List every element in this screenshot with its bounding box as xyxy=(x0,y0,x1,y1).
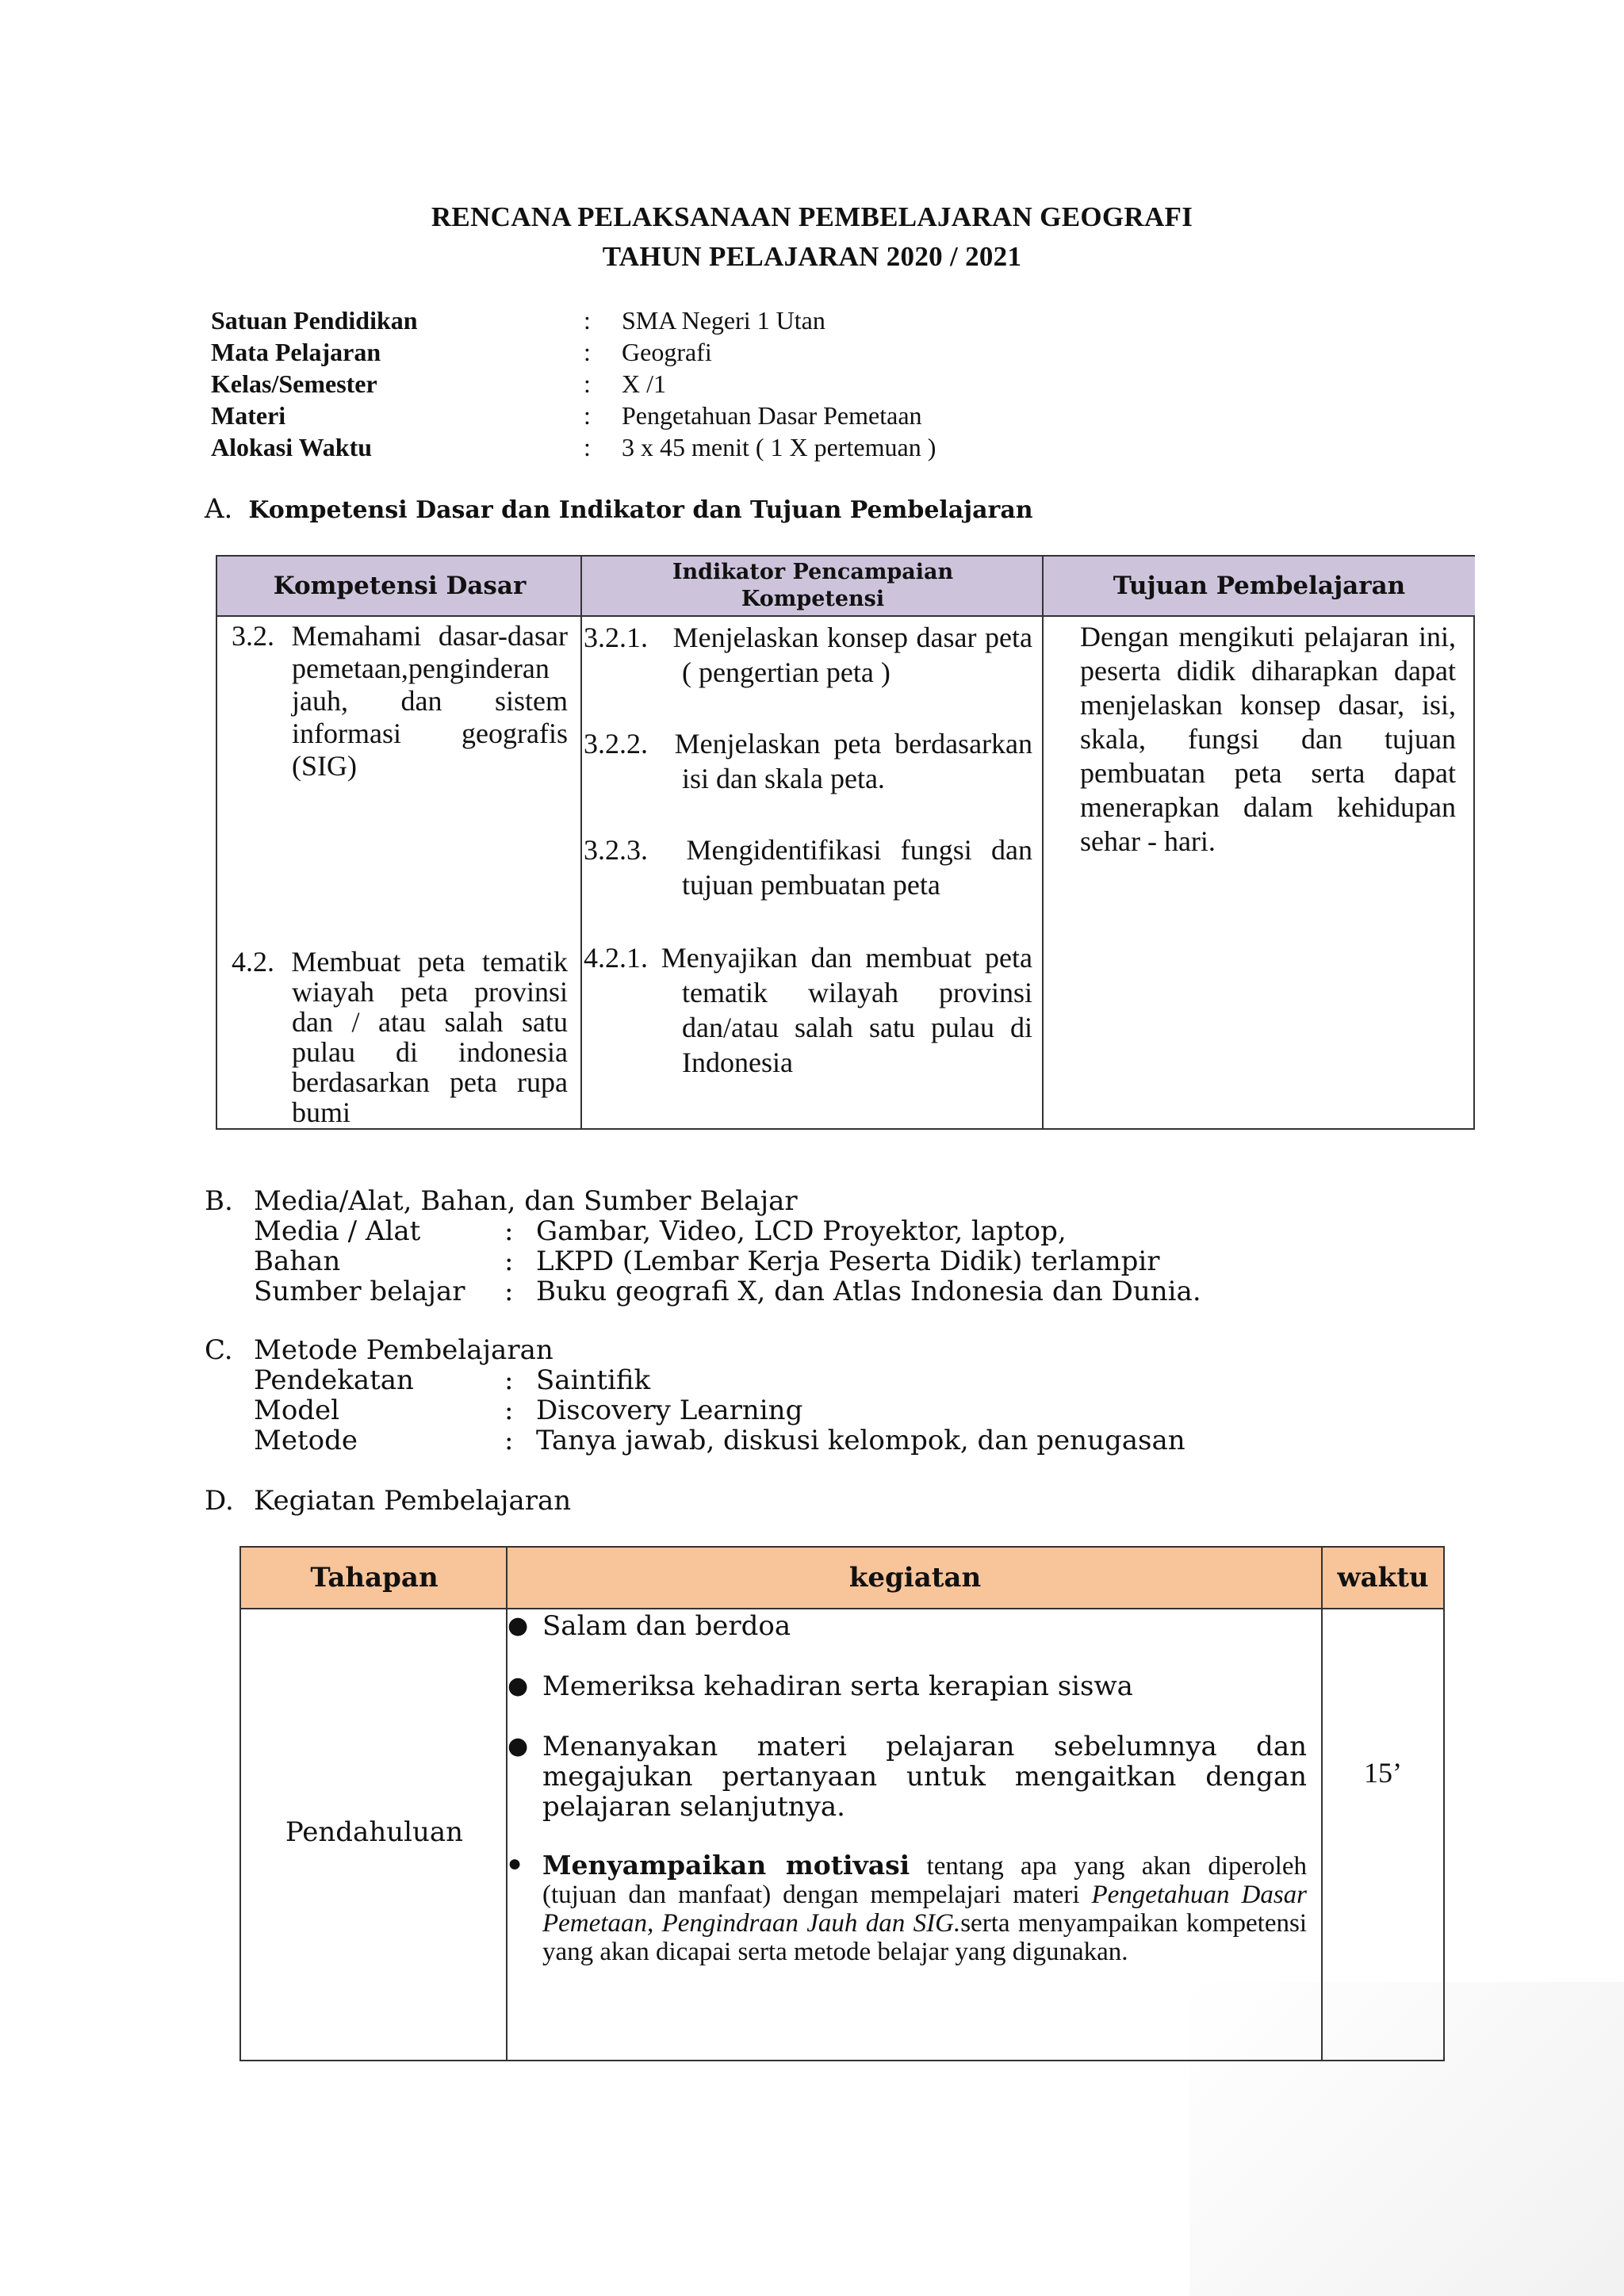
meta-value: Pengetahuan Dasar Pemetaan xyxy=(622,401,922,430)
header-indikator: Indikator Pencampaian Kompetensi xyxy=(582,557,1044,617)
section-title: Kegiatan Pembelajaran xyxy=(254,1485,572,1517)
row-colon: : xyxy=(504,1276,514,1307)
header-tujuan: Tujuan Pembelajaran xyxy=(1044,557,1475,617)
row-colon: : xyxy=(504,1246,514,1277)
row-colon: : xyxy=(504,1215,514,1247)
row-value: Saintifik xyxy=(536,1364,651,1396)
activity-item xyxy=(508,1850,1308,1969)
activity-italic: Pengetahuan Dasar Pemetaan, Pengindraan Jauh dan SIG. xyxy=(542,1881,1307,1938)
meta-colon: : xyxy=(584,338,591,366)
row-label: Bahan xyxy=(254,1246,341,1277)
meta-label: Kelas/Semester xyxy=(211,369,377,398)
row-value: Tanya jawab, diskusi kelompok, dan penugasan xyxy=(536,1425,1185,1456)
activity-table xyxy=(239,1546,1445,2061)
meta-value: Geografi xyxy=(622,338,712,366)
activity-text-part: tentang apa yang akan diperoleh (tujuan dan manfaat) dengan mempelajari materi xyxy=(542,1852,1307,1909)
meta-value: X /1 xyxy=(622,369,666,398)
section-a-heading xyxy=(205,493,1033,525)
meta-label: Satuan Pendidikan xyxy=(211,306,418,335)
indikator-number: 3.2.2. xyxy=(584,728,648,760)
activity-text: Memeriksa kehadiran serta kerapian siswa xyxy=(542,1670,1133,1702)
activity-text-part: serta menyampaikan kompetensi yang akan dicapai serta metode belajar yang digunakan. xyxy=(542,1909,1307,1966)
section-letter: C. xyxy=(205,1334,233,1366)
section-letter: B. xyxy=(205,1185,233,1217)
row-colon: : xyxy=(504,1364,514,1396)
row-label: Sumber belajar xyxy=(254,1276,465,1307)
section-letter: A. xyxy=(205,493,233,525)
activity-text: Salam dan berdoa xyxy=(542,1610,791,1642)
competency-table xyxy=(216,555,1475,1130)
tujuan-text: Dengan mengikuti pelajaran ini, peserta didik diharapkan dapat menjelaskan konsep dasar, isi, skala, fungsi dan tujuan pembuatan peta serta dapat menerapkan dalam kehidupan sehar - hari. xyxy=(1080,621,1456,857)
header-tahapan: Tahapan xyxy=(241,1548,508,1609)
row-value: Buku geografi X, dan Atlas Indonesia dan Dunia. xyxy=(536,1276,1201,1307)
waktu-cell: 15’ xyxy=(1364,1757,1402,1789)
section-title: Metode Pembelajaran xyxy=(254,1334,553,1366)
row-label: Metode xyxy=(254,1425,358,1456)
bullet-icon: ● xyxy=(508,1850,523,1877)
meta-value: 3 x 45 menit ( 1 X pertemuan ) xyxy=(622,433,936,461)
row-value: Gambar, Video, LCD Proyektor, laptop, xyxy=(536,1215,1067,1247)
column-divider xyxy=(1321,1548,1323,2060)
indikator-item xyxy=(584,832,1032,902)
activity-item xyxy=(508,1671,1308,1703)
indikator-number: 3.2.1. xyxy=(584,622,648,653)
kd-text: Membuat peta tematik wiayah peta provinsi dan / atau salah satu pulau di indonesia berdasarkan peta rupa bumi xyxy=(291,946,568,1128)
section-letter: D. xyxy=(205,1485,234,1517)
indikator-text: Mengidentifikasi fungsi dan tujuan pembuatan peta xyxy=(682,834,1032,901)
header-kegiatan: kegiatan xyxy=(508,1548,1323,1609)
activity-text: Menanyakan materi pelajaran sebelumnya dan megajukan pertanyaan untuk mengaitkan dengan pelajaran selanjutnya. xyxy=(542,1731,1307,1823)
column-divider xyxy=(580,557,582,1128)
kd-item xyxy=(232,620,568,783)
bullet-icon: ● xyxy=(508,1612,529,1640)
meta-label: Mata Pelajaran xyxy=(211,338,381,366)
row-label: Pendekatan xyxy=(254,1364,414,1396)
meta-colon: : xyxy=(584,369,591,398)
activity-emphasis: Menyampaikan motivasi xyxy=(542,1850,910,1881)
indikator-text: Menjelaskan peta berdasarkan isi dan skala peta. xyxy=(674,728,1033,794)
document-subtitle: TAHUN PELAJARAN 2020 / 2021 xyxy=(602,241,1022,272)
meta-colon: : xyxy=(584,306,591,335)
indikator-text: Menyajikan dan membuat peta tematik wilayah provinsi dan/atau salah satu pulau di Indonesia xyxy=(661,942,1033,1078)
row-colon: : xyxy=(504,1395,514,1426)
row-colon: : xyxy=(504,1425,514,1456)
section-title: Media/Alat, Bahan, dan Sumber Belajar xyxy=(254,1185,798,1217)
tahapan-cell: Pendahuluan xyxy=(285,1816,464,1848)
kd-number: 3.2. xyxy=(232,620,274,652)
row-value: Discovery Learning xyxy=(536,1395,803,1426)
kd-text: Memahami dasar-dasar pemetaan,penginderan jauh, dan sistem informasi geografis (SIG) xyxy=(291,620,568,782)
row-value: LKPD (Lembar Kerja Peserta Didik) terlampir xyxy=(536,1246,1160,1277)
meta-colon: : xyxy=(584,433,591,461)
section-b xyxy=(205,1186,1315,1313)
row-label: Media / Alat xyxy=(254,1215,421,1247)
kd-number: 4.2. xyxy=(232,946,274,978)
indikator-text: Menjelaskan konsep dasar peta ( pengertian peta ) xyxy=(672,622,1032,688)
header-kompetensi-dasar: Kompetensi Dasar xyxy=(217,557,582,617)
section-title: Kompetensi Dasar dan Indikator dan Tujuan Pembelajaran xyxy=(248,496,1033,524)
meta-value: SMA Negeri 1 Utan xyxy=(622,306,825,335)
meta-colon: : xyxy=(584,401,591,430)
indikator-number: 4.2.1. xyxy=(584,942,648,974)
kd-item xyxy=(232,947,568,1127)
meta-label: Materi xyxy=(211,401,286,430)
meta-label: Alokasi Waktu xyxy=(211,433,373,461)
indikator-item xyxy=(584,940,1032,1080)
section-d-heading xyxy=(205,1486,998,1517)
bullet-icon: ● xyxy=(508,1732,529,1760)
header-waktu: waktu xyxy=(1323,1548,1443,1609)
activity-text xyxy=(542,1850,1307,1966)
document-title: RENCANA PELAKSANAAN PEMBELAJARAN GEOGRAFI xyxy=(431,201,1193,232)
indikator-item xyxy=(584,620,1032,690)
activity-item xyxy=(508,1611,1308,1643)
indikator-item xyxy=(584,726,1032,796)
column-divider xyxy=(1042,557,1044,1128)
bullet-icon: ● xyxy=(508,1672,529,1700)
activity-item xyxy=(508,1732,1308,1827)
row-label: Model xyxy=(254,1395,340,1426)
indikator-number: 3.2.3. xyxy=(584,834,648,866)
section-c xyxy=(205,1335,1315,1462)
